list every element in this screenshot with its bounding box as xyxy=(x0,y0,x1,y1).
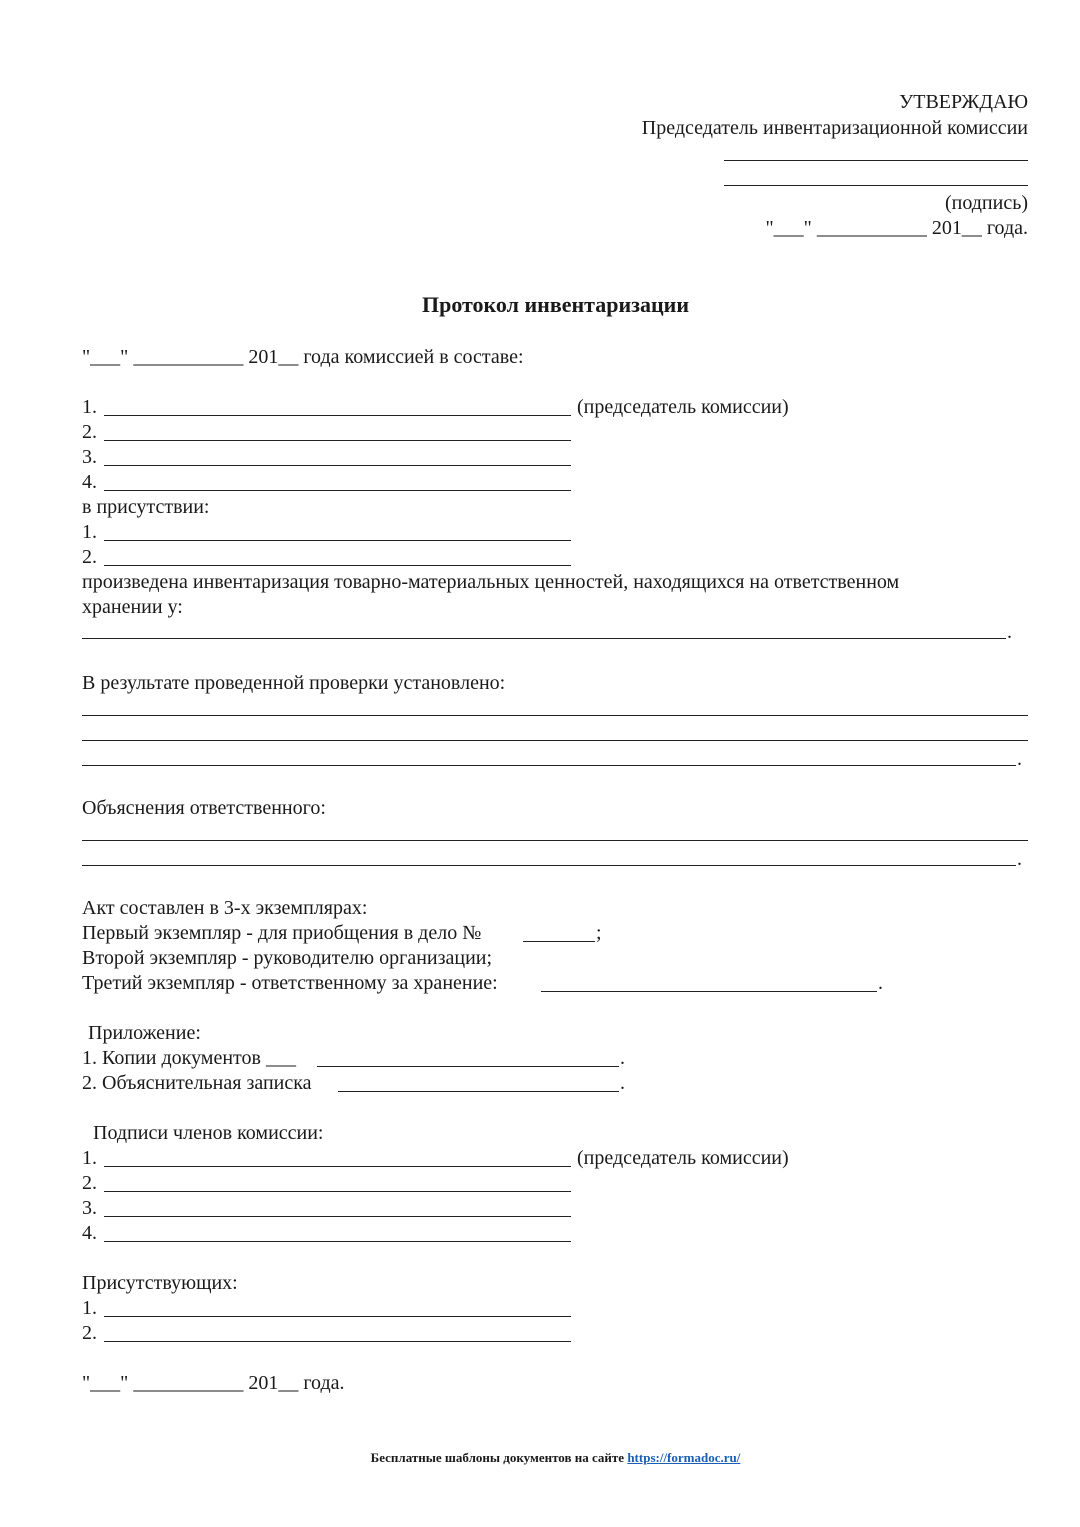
signature-item-line xyxy=(104,1191,571,1192)
inventory-text-line1: произведена инвентаризация товарно-материальных ценностей, находящихся на ответственном xyxy=(82,571,900,593)
copies-line3: Второй экземпляр - руководителю организации; xyxy=(82,947,493,969)
approval-name-line xyxy=(724,160,1028,161)
explanations-line xyxy=(82,865,1016,866)
signature-item-line xyxy=(104,1241,571,1242)
signature-item-role: (председатель комиссии) xyxy=(577,1147,789,1169)
attendee-item-number: 2. xyxy=(82,1322,97,1344)
approval-heading: УТВЕРЖДАЮ xyxy=(899,91,1028,113)
copies-line2-suffix: ; xyxy=(596,922,602,944)
commission-item-number: 4. xyxy=(82,471,97,493)
commission-item-number: 2. xyxy=(82,421,97,443)
responsible-person-line xyxy=(82,638,1006,639)
attendees-label: Присутствующих: xyxy=(82,1272,238,1294)
attendee-item-line xyxy=(104,1341,571,1342)
signature-item-number: 2. xyxy=(82,1172,97,1194)
case-number-line xyxy=(523,941,595,942)
explanations-line xyxy=(82,840,1028,841)
signature-item-number: 3. xyxy=(82,1197,97,1219)
commission-item-number: 3. xyxy=(82,446,97,468)
final-date: "___" ___________ 201__ года. xyxy=(82,1372,345,1394)
signature-item-line xyxy=(104,1216,571,1217)
intro-date-line: "___" ___________ 201__ года комиссией в составе: xyxy=(82,346,524,368)
results-line xyxy=(82,715,1028,716)
explanations-label: Объяснения ответственного: xyxy=(82,797,326,819)
appendix-label: Приложение: xyxy=(88,1022,201,1044)
footer-link[interactable]: https://formadoc.ru/ xyxy=(627,1450,741,1465)
signature-caption: (подпись) xyxy=(944,192,1028,214)
attendee-item-number: 1. xyxy=(82,1297,97,1319)
presence-item-number: 2. xyxy=(82,546,97,568)
appendix-item2: 2. Объяснительная записка xyxy=(82,1072,312,1094)
commission-item-line xyxy=(104,415,571,416)
commission-item-line xyxy=(104,490,571,491)
presence-item-number: 1. xyxy=(82,521,97,543)
attendee-item-line xyxy=(104,1316,571,1317)
signature-item-number: 1. xyxy=(82,1147,97,1169)
document-title: Протокол инвентаризации xyxy=(421,292,690,317)
copies-line4: Третий экземпляр - ответственному за хранение: xyxy=(82,972,498,994)
presence-label: в присутствии: xyxy=(82,496,210,518)
results-label: В результате проведенной проверки установлено: xyxy=(82,672,506,694)
copies-line4-suffix: . xyxy=(878,972,883,994)
appendix-item2-suffix: . xyxy=(620,1072,625,1094)
approval-position: Председатель инвентаризационной комиссии xyxy=(641,117,1028,139)
signature-item-line xyxy=(104,1166,571,1167)
commission-item-role: (председатель комиссии) xyxy=(577,396,789,418)
appendix-item1-line xyxy=(317,1066,619,1067)
approval-date: "___" ___________ 201__ года. xyxy=(765,217,1028,239)
appendix-item1-suffix: . xyxy=(620,1047,625,1069)
footer-text: Бесплатные шаблоны документов на сайте xyxy=(370,1450,625,1465)
footer xyxy=(0,1446,1080,1470)
signatures-label: Подписи членов комиссии: xyxy=(93,1122,324,1144)
signature-item-number: 4. xyxy=(82,1222,97,1244)
line-end-period: . xyxy=(1017,748,1022,770)
commission-item-line xyxy=(104,440,571,441)
presence-item-line xyxy=(104,565,571,566)
approval-signature-line xyxy=(724,185,1028,186)
results-line xyxy=(82,740,1028,741)
appendix-item2-line xyxy=(338,1091,619,1092)
results-line xyxy=(82,765,1016,766)
commission-item-number: 1. xyxy=(82,396,97,418)
commission-item-line xyxy=(104,465,571,466)
line-end-period: . xyxy=(1007,621,1012,643)
custodian-line xyxy=(541,991,877,992)
inventory-text-line2: хранении у: xyxy=(82,596,183,618)
copies-line1: Акт составлен в 3-х экземплярах: xyxy=(82,897,368,919)
appendix-item1: 1. Копии документов ___ xyxy=(82,1047,296,1069)
line-end-period: . xyxy=(1017,848,1022,870)
copies-line2: Первый экземпляр - для приобщения в дело № xyxy=(82,922,482,944)
presence-item-line xyxy=(104,540,571,541)
